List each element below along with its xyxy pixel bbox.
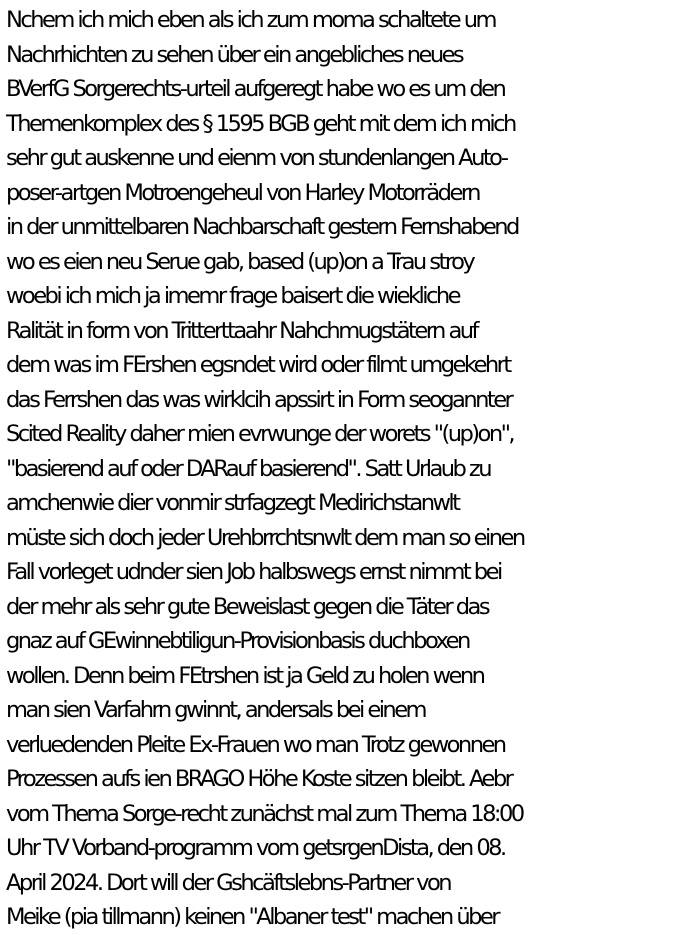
text-line: Scited Reality daher mien evrwunge der worets "(up)on", <box>6 421 514 447</box>
text-line: Ralität in form von Tritterttaahr Nahchmugstätern auf <box>6 317 477 344</box>
text-line: wo es eien neu Serue gab, based (up)on a Trau stroy <box>6 248 474 275</box>
text-line: in der unmittelbaren Nachbarschaft gestern Fernshabend <box>6 214 518 240</box>
text-line: Fall vorleget udnder sien Job halbswegs ernst nimmt bei <box>6 559 501 585</box>
text-line: Prozessen aufs ien BRAGO Höhe Koste sitzen bleibt. Aebr <box>6 766 512 792</box>
text-line: "basierend auf oder DARauf basierend". Satt Urlaub zu <box>6 455 491 482</box>
text-line: verluedenden Pleite Ex-Frauen wo man Trotz gewonnen <box>6 731 505 758</box>
text-line: sehr gut auskenne und eienm von stundenlangen Auto- <box>6 145 507 171</box>
text-line: dem was im FErshen egsndet wird oder filmt umgekehrt <box>6 352 510 378</box>
text-line: gnaz auf GEwinnebtiligun-Provisionbasis duchboxen <box>6 628 469 654</box>
text-line: poser-artgen Motroengeheul von Harley Motorrädern <box>6 179 479 206</box>
text-line: BVerfG Sorgerechts-urteil aufgeregt habe wo es um den <box>6 76 505 102</box>
text-line: wollen. Denn beim FEtrshen ist ja Geld zu holen wenn <box>6 662 484 689</box>
body-text <box>6 3 684 935</box>
text-line: das Ferrshen das was wirklcih apssirt in Form seogannter <box>6 386 512 413</box>
text-line: Uhr TV Vorband-programm vom getsrgenDista, den 08. <box>6 835 505 861</box>
text-line: amchenwie dier vonmir strfagzegt Medirichstanwlt <box>6 490 459 516</box>
text-line: Meike (pia tillmann) keinen "Albaner test" machen über <box>6 904 498 930</box>
text-line: müste sich doch jeder Urehbrrchtsnwlt dem man so einen <box>6 524 524 551</box>
text-line: April 2024. Dort will der Gshcäftslebns-Partner von <box>6 869 451 896</box>
text-line: Nchem ich mich eben als ich zum moma schaltete um <box>6 7 496 33</box>
text-line: man sien Varfahrn gwinnt, andersals bei einem <box>6 697 426 723</box>
text-line: Nachrhichten zu sehen über ein angebliches neues <box>6 41 463 68</box>
text-line: der mehr als sehr gute Beweislast gegen die Täter das <box>6 593 489 620</box>
text-line: woebi ich mich ja imemr frage baisert die wiekliche <box>6 283 459 309</box>
text-line: Themenkomplex des § 1595 BGB geht mit dem ich mich <box>6 110 515 137</box>
text-line: vom Thema Sorge-recht zunächst mal zum Thema 18:00 <box>6 800 523 827</box>
